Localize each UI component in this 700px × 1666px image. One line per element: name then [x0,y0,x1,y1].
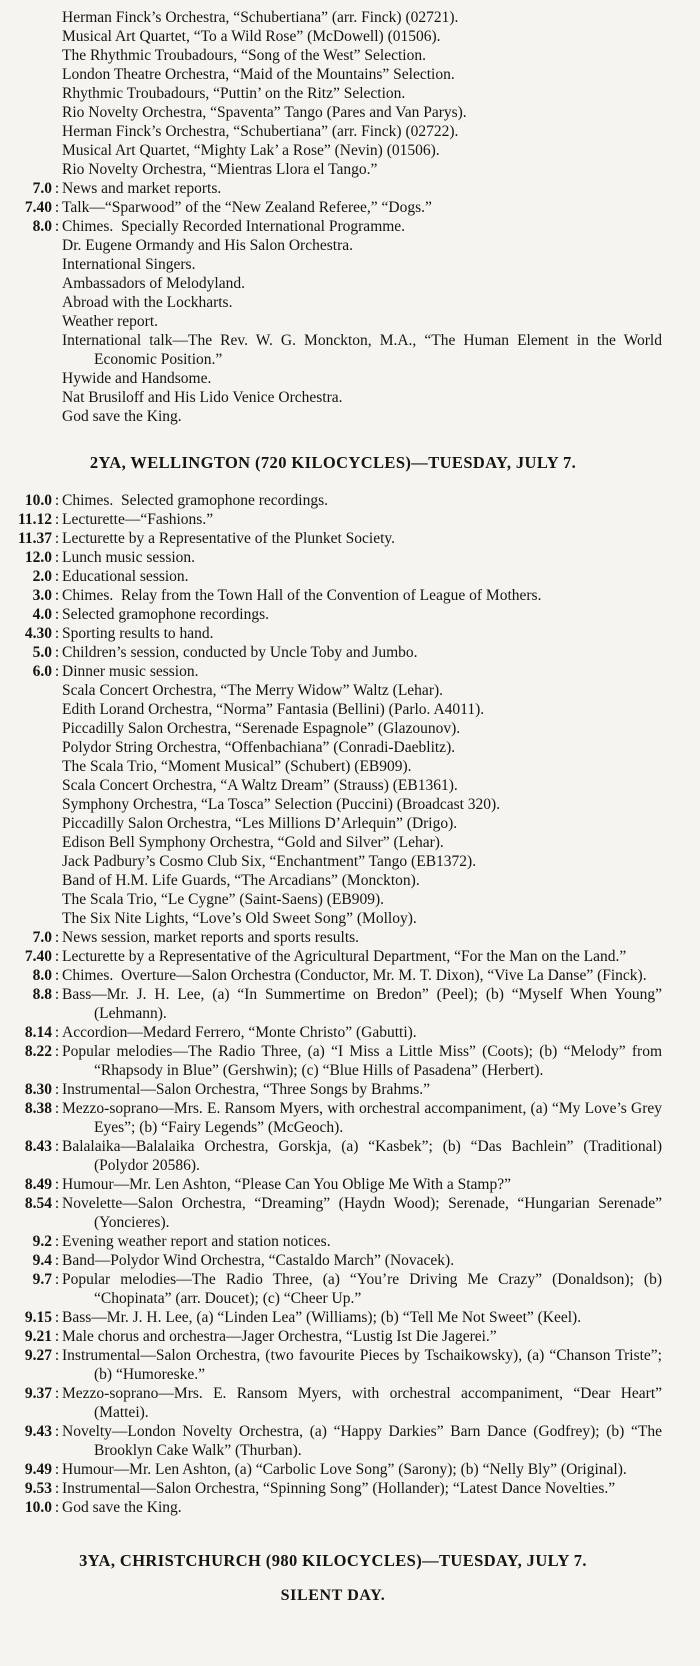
programme-text: Talk—“Sparwood” of the “New Zealand Referee,” “Dogs.” [62,199,432,216]
programme-item [4,1023,662,1042]
programme-text: Dinner music session. [62,663,199,680]
time-separator: : [54,644,60,661]
programme-item [4,643,662,662]
programme-item [4,1346,662,1384]
time-label: 8.49 [24,1176,52,1193]
programme-text: Polydor String Orchestra, “Offenbachiana” (Conradi-Daeblitz). [62,739,456,756]
programme-text: The Rhythmic Troubadours, “Song of the West” Selection. [62,47,426,64]
time-separator: : [54,948,60,965]
time-separator: : [54,929,60,946]
time-label: 8.54 [24,1195,52,1212]
programme-item [4,871,662,890]
programme-item [4,1080,662,1099]
time-separator: : [54,986,60,1003]
time-label: 10.0 [24,1499,52,1516]
time-label: 8.8 [32,986,52,1003]
time-separator: : [54,1309,60,1326]
time-separator: : [54,511,60,528]
programme-text: Musical Art Quartet, “To a Wild Rose” (McDowell) (01506). [62,28,441,45]
time-separator: : [54,663,60,680]
time-separator: : [54,1499,60,1516]
programme-text: Novelette—Salon Orchestra, “Dreaming” (Haydn Wood); Serenade, “Hungarian Serenade” (Yoncieres). [62,1195,662,1231]
time-separator: : [54,967,60,984]
programme-item [4,966,662,985]
time-separator: : [54,1043,60,1060]
programme-item [4,1251,662,1270]
silent-day-note: SILENT DAY. [280,1587,386,1604]
programme-item [4,1479,662,1498]
programme-text: Scala Concert Orchestra, “A Waltz Dream” (Strauss) (EB1361). [62,777,458,794]
time-separator: : [54,1081,60,1098]
time-separator: : [54,1100,60,1117]
time-label: 4.30 [24,625,52,642]
programme-item [4,605,662,624]
programme-text: Children’s session, conducted by Uncle Toby and Jumbo. [62,644,418,661]
time-separator: : [54,549,60,566]
programme-text: Lecturette by a Representative of the Agricultural Department, “For the Man on the Land.” [62,948,627,965]
time-separator: : [54,1252,60,1269]
programme-item [4,928,662,947]
programme-text: Nat Brusiloff and His Lido Venice Orchestra. [62,389,343,406]
programme-text: International talk—The Rev. W. G. Monckton, M.A., “The Human Element in the World Economic Position.” [62,332,662,368]
programme-item [4,369,662,388]
time-separator: : [54,530,60,547]
programme-text: Balalaika—Balalaika Orchestra, Gorskja, (a) “Kasbek”; (b) “Das Bachlein” (Traditional) (Polydor 20586). [62,1138,662,1174]
programme-text: Musical Art Quartet, “Mighty Lak’ a Rose” (Nevin) (01506). [62,142,440,159]
programme-text: Selected gramophone recordings. [62,606,270,623]
time-label: 11.12 [17,511,52,528]
time-label: 4.0 [32,606,52,623]
programme-text: Lecturette—“Fashions.” [62,511,214,528]
time-label: 7.0 [32,929,52,946]
programme-text: Novelty—London Novelty Orchestra, (a) “Happy Darkies” Barn Dance (Godfrey); (b) “The Brooklyn Cake Walk” (Thurban). [62,1423,662,1459]
programme-item [4,198,662,217]
programme-item [4,567,662,586]
time-separator: : [54,1233,60,1250]
time-separator: : [54,1347,60,1364]
programme-item [4,491,662,510]
time-label: 5.0 [32,644,52,661]
programme-text: Popular melodies—The Radio Three, (a) “You’re Driving Me Crazy” (Donaldson); (b) “Chopinata” (arr. Doucet); (c) “Cheer Up.” [62,1271,662,1307]
programme-item [4,1327,662,1346]
programme-item [4,833,662,852]
programme-text: God save the King. [62,1499,182,1516]
time-separator: : [54,1423,60,1440]
programme-text: Instrumental—Salon Orchestra, “Spinning Song” (Hollander); “Latest Dance Novelties.” [62,1480,616,1497]
programme-text: Mezzo-soprano—Mrs. E. Ransom Myers, with orchestral accompaniment, (a) “My Love’s Grey Eyes”; (b) “Fairy Legends” (McGeoch). [62,1100,662,1136]
programme-text: News and market reports. [62,180,222,197]
programme-item [4,141,662,160]
programme-text: Abroad with the Lockharts. [62,294,233,311]
time-separator: : [54,1195,60,1212]
programme-text: Edison Bell Symphony Orchestra, “Gold and Silver” (Lehar). [62,834,444,851]
programme-item [4,909,662,928]
programme-item [4,1137,662,1175]
programme-item [4,255,662,274]
time-separator: : [54,1461,60,1478]
time-label: 9.21 [24,1328,52,1345]
programme-text: Educational session. [62,568,189,585]
time-separator: : [54,1328,60,1345]
time-separator: : [54,199,60,216]
programme-text: Lecturette by a Representative of the Plunket Society. [62,530,395,547]
programme-item [4,681,662,700]
programme-text: Rio Novelty Orchestra, “Mientras Llora el Tango.” [62,161,378,178]
time-label: 8.30 [24,1081,52,1098]
programme-text: Symphony Orchestra, “La Tosca” Selection (Puccini) (Broadcast 320). [62,796,501,813]
programme-item [4,548,662,567]
programme-text: Band of H.M. Life Guards, “The Arcadians” (Monckton). [62,872,420,889]
programme-item [4,407,662,426]
programme-item [4,529,662,548]
time-label: 3.0 [32,587,52,604]
programme-text: Male chorus and orchestra—Jager Orchestra, “Lustig Ist Die Jagerei.” [62,1328,497,1345]
time-separator: : [54,587,60,604]
programme-item [4,795,662,814]
time-separator: : [54,1271,60,1288]
programme-item [4,1099,662,1137]
programme-item [4,700,662,719]
time-label: 8.14 [24,1024,52,1041]
programme-item [4,1422,662,1460]
time-label: 6.0 [32,663,52,680]
programme-item [4,84,662,103]
time-label: 12.0 [24,549,52,566]
time-label: 9.27 [24,1347,52,1364]
programme-text: Humour—Mr. Len Ashton, (a) “Carbolic Love Song” (Sarony); (b) “Nelly Bly” (Original). [62,1461,627,1478]
programme-item [4,160,662,179]
time-label: 7.0 [32,180,52,197]
programme-text: Chimes. Overture—Salon Orchestra (Conductor, Mr. M. T. Dixon), “Vive La Danse” (Finck). [62,967,647,984]
programme-item [4,217,662,236]
time-separator: : [54,1480,60,1497]
time-label: 8.38 [24,1100,52,1117]
programme-text: Instrumental—Salon Orchestra, “Three Songs by Brahms.” [62,1081,431,1098]
programme-item [4,312,662,331]
programme-text: Instrumental—Salon Orchestra, (two favourite Pieces by Tschaikowsky), (a) “Chanson Triste”; (b) “Humoreske.” [62,1347,662,1383]
time-label: 8.22 [24,1043,52,1060]
programme-text: Accordion—Medard Ferrero, “Monte Christo” (Gabutti). [62,1024,417,1041]
programme-text: News session, market reports and sports results. [62,929,360,946]
time-label: 11.37 [17,530,52,547]
programme-item [4,1042,662,1080]
time-separator: : [54,1138,60,1155]
time-separator: : [54,1024,60,1041]
programme-item [4,510,662,529]
time-separator: : [54,568,60,585]
time-separator: : [54,218,60,235]
time-label: 9.49 [24,1461,52,1478]
time-label: 8.43 [24,1138,52,1155]
programme-item [4,1498,662,1517]
programme-item [4,1270,662,1308]
programme-text: Rhythmic Troubadours, “Puttin’ on the Ritz” Selection. [62,85,406,102]
time-separator: : [54,1176,60,1193]
programme-item [4,624,662,643]
programme-text: Humour—Mr. Len Ashton, “Please Can You Oblige Me With a Stamp?” [62,1176,511,1193]
programme-text: Chimes. Relay from the Town Hall of the Convention of League of Mothers. [62,587,542,604]
programme-text: Scala Concert Orchestra, “The Merry Widow” Waltz (Lehar). [62,682,444,699]
programme-item [4,738,662,757]
programme-item [4,890,662,909]
programme-item [4,65,662,84]
programme-text: Weather report. [62,313,159,330]
programme-item [4,852,662,871]
programme-item [4,1460,662,1479]
programme-text: God save the King. [62,408,182,425]
programme-item [4,814,662,833]
programme-item [4,1384,662,1422]
time-label: 7.40 [24,199,52,216]
programme-text: The Scala Trio, “Moment Musical” (Schubert) (EB909). [62,758,412,775]
time-label: 9.2 [32,1233,52,1250]
programme-text: Popular melodies—The Radio Three, (a) “I Miss a Little Miss” (Coots); (b) “Melody” from “Rhapsody in Blue” (Gershwin); (c) “Blue Hills of Pasadena” (Herbert). [62,1043,662,1079]
programme-text: Bass—Mr. J. H. Lee, (a) “In Summertime on Bredon” (Peel); (b) “Myself When Young” (Lehmann). [62,986,662,1022]
programme-item [4,236,662,255]
time-label: 7.40 [24,948,52,965]
programme-item [4,1175,662,1194]
programme-item [4,719,662,738]
time-label: 9.7 [32,1271,52,1288]
programme-text: Chimes. Selected gramophone recordings. [62,492,329,509]
programme-item [4,8,662,27]
programme-item [4,293,662,312]
programme-text: Jack Padbury’s Cosmo Club Six, “Enchantment” Tango (EB1372). [62,853,477,870]
programme-text: The Six Nite Lights, “Love’s Old Sweet Song” (Molloy). [62,910,417,927]
programme-text: Edith Lorand Orchestra, “Norma” Fantasia (Bellini) (Parlo. A4011). [62,701,485,718]
programme-item [4,103,662,122]
programme-text: Herman Finck’s Orchestra, “Schubertiana” (arr. Finck) (02721). [62,9,459,26]
programme-item [4,1308,662,1327]
programme-text: Hywide and Handsome. [62,370,212,387]
programme-text: Rio Novelty Orchestra, “Spaventa” Tango (Pares and Van Parys). [62,104,467,121]
time-label: 9.15 [24,1309,52,1326]
programme-text: London Theatre Orchestra, “Maid of the Mountains” Selection. [62,66,455,83]
programme-item [4,947,662,966]
station-header: 3YA, CHRISTCHURCH (980 KILOCYCLES)—TUESDAY, JULY 7. [79,1551,587,1570]
time-separator: : [54,1385,60,1402]
time-label: 9.37 [24,1385,52,1402]
programme-item [4,586,662,605]
programme-text: The Scala Trio, “Le Cygne” (Saint-Saens) (EB909). [62,891,384,908]
time-separator: : [54,492,60,509]
programme-listing [4,8,662,1605]
time-label: 8.0 [32,967,52,984]
programme-item [4,388,662,407]
programme-item [4,331,662,369]
time-label: 8.0 [32,218,52,235]
station-header: 2YA, WELLINGTON (720 KILOCYCLES)—TUESDAY, JULY 7. [89,453,577,472]
programme-text: Sporting results to hand. [62,625,214,642]
time-label: 9.4 [32,1252,52,1269]
programme-item [4,27,662,46]
programme-text: Piccadilly Salon Orchestra, “Les Millions D’Arlequin” (Drigo). [62,815,458,832]
programme-text: International Singers. [62,256,196,273]
programme-text: Herman Finck’s Orchestra, “Schubertiana” (arr. Finck) (02722). [62,123,459,140]
time-separator: : [54,606,60,623]
time-label: 10.0 [24,492,52,509]
time-separator: : [54,180,60,197]
programme-text: Band—Polydor Wind Orchestra, “Castaldo March” (Novacek). [62,1252,455,1269]
programme-text: Evening weather report and station notices. [62,1233,331,1250]
programme-item [4,179,662,198]
programme-item [4,757,662,776]
programme-text: Dr. Eugene Ormandy and His Salon Orchestra. [62,237,353,254]
programme-text: Ambassadors of Melodyland. [62,275,245,292]
programme-item [4,46,662,65]
programme-text: Piccadilly Salon Orchestra, “Serenade Espagnole” (Glazounov). [62,720,461,737]
time-separator: : [54,625,60,642]
programme-text: Chimes. Specially Recorded International Programme. [62,218,406,235]
time-label: 9.53 [24,1480,52,1497]
programme-item [4,122,662,141]
time-label: 2.0 [32,568,52,585]
programme-text: Lunch music session. [62,549,196,566]
programme-item [4,1232,662,1251]
programme-text: Mezzo-soprano—Mrs. E. Ransom Myers, with orchestral accompaniment, “Dear Heart” (Mattei). [62,1385,662,1421]
programme-item [4,662,662,681]
programme-item [4,274,662,293]
programme-text: Bass—Mr. J. H. Lee, (a) “Linden Lea” (Williams); (b) “Tell Me Not Sweet” (Keel). [62,1309,582,1326]
programme-item [4,776,662,795]
programme-item [4,985,662,1023]
time-label: 9.43 [24,1423,52,1440]
programme-item [4,1194,662,1232]
